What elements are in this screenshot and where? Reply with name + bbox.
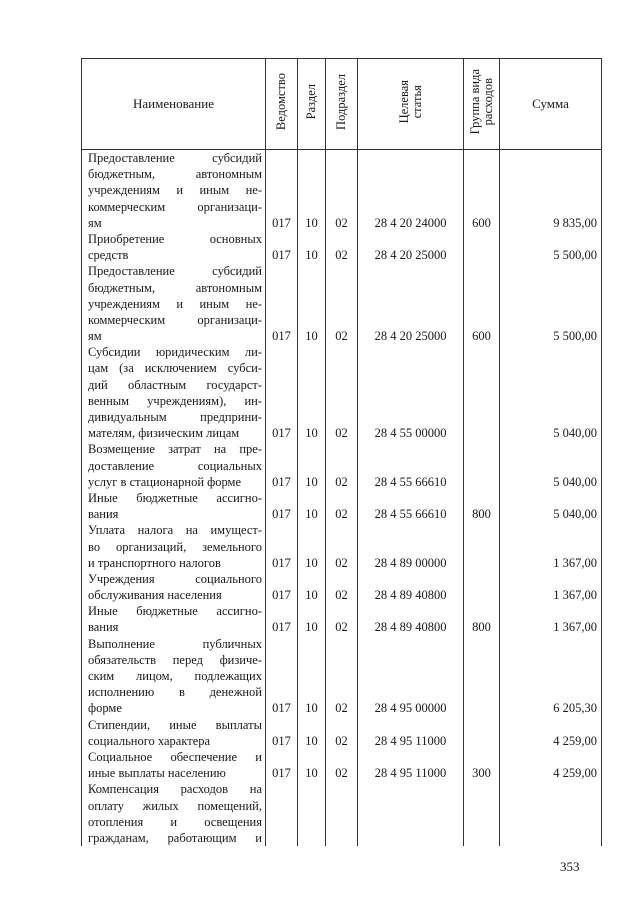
vedomstvo-cell: 017 [266,717,298,749]
gruppa-vida-cell [464,781,500,846]
table-row [82,571,602,603]
table-row [82,781,602,846]
vedomstvo-cell: 017 [266,344,298,441]
row-name-line: коммерческим организаци- [88,312,262,327]
table-row [82,441,602,490]
razdel-cell: 10 [298,344,326,441]
razdel-cell: 10 [298,603,326,635]
table-row [82,263,602,344]
row-name-cell [82,749,266,781]
summa-cell: 5 040,00 [500,344,602,441]
table-row [82,636,602,717]
vedomstvo-cell: 017 [266,231,298,263]
table-row [82,749,602,781]
podrazdel-cell: 02 [326,717,358,749]
vedomstvo-cell: 017 [266,603,298,635]
row-name-line: ям [88,329,102,344]
row-name-cell [82,636,266,717]
podrazdel-cell: 02 [326,344,358,441]
row-name-line: Предоставление субсидий [88,151,262,165]
table-row [82,603,602,635]
row-name-line: Стипендии, иные выплаты [88,717,262,732]
row-name-line: и транспортного налогов [88,555,221,570]
gruppa-vida-cell [464,636,500,717]
table-header-row [82,59,602,150]
row-name-line: Иные бюджетные ассигно- [88,490,262,505]
row-name-line: венным учреждениям), ин- [88,393,262,408]
razdel-cell: 10 [298,571,326,603]
row-name-line: исполнению в денежной [88,685,262,700]
podrazdel-cell: 02 [326,571,358,603]
tselevaya-statya-cell: 28 4 55 00000 [358,344,464,441]
row-name-line: социального характера [88,733,211,748]
gruppa-vida-cell [464,717,500,749]
row-name-line: услуг в стационарной форме [88,474,242,489]
row-name-line: вания [88,507,119,522]
row-name-line: учреждениям и иным не- [88,296,262,311]
row-name-line: Учреждения социального [88,571,262,586]
row-name-cell [82,150,266,231]
row-name-cell [82,571,266,603]
row-name-line: учреждениям и иным не- [88,183,262,198]
budget-table-sheet [81,58,601,846]
row-name-line: во организаций, земельного [88,539,262,554]
razdel-cell: 10 [298,441,326,490]
razdel-cell: 10 [298,150,326,231]
row-name-line: ским лицом, подлежащих [88,669,262,683]
vedomstvo-cell: 017 [266,571,298,603]
tselevaya-statya-cell: 28 4 89 00000 [358,522,464,571]
tselevaya-statya-cell: 28 4 95 11000 [358,717,464,749]
podrazdel-cell [326,781,358,846]
podrazdel-cell: 02 [326,522,358,571]
gruppa-vida-cell: 800 [464,490,500,522]
gruppa-vida-cell [464,522,500,571]
tselevaya-statya-cell: 28 4 20 25000 [358,231,464,263]
row-name-cell [82,717,266,749]
table-row [82,150,602,231]
row-name-line: Компенсация расходов на [88,782,262,797]
row-name-line: Иные бюджетные ассигно- [88,604,262,619]
row-name-line: средств [88,248,129,263]
vedomstvo-cell: 017 [266,150,298,231]
tselevaya-statya-cell: 28 4 55 66610 [358,490,464,522]
summa-cell: 5 040,00 [500,490,602,522]
row-name-cell [82,781,266,846]
row-name-line: ям [88,215,102,230]
row-name-line: Субсидии юридическим ли- [88,345,262,360]
summa-cell: 9 835,00 [500,150,602,231]
table-row [82,231,602,263]
row-name-line: доставление социальных [88,458,262,473]
razdel-cell [298,781,326,846]
summa-cell: 4 259,00 [500,749,602,781]
summa-cell: 5 500,00 [500,263,602,344]
row-name-line: отопления и освещения [88,814,262,829]
summa-cell [500,781,602,846]
row-name-line: цам (за исключением субси- [88,361,262,376]
razdel-cell: 10 [298,263,326,344]
podrazdel-cell: 02 [326,636,358,717]
row-name-line: Предоставление субсидий [88,264,262,279]
gruppa-vida-cell: 300 [464,749,500,781]
row-name-line: Возмещение затрат на пре- [88,442,262,457]
row-name-cell [82,441,266,490]
row-name-line: Социальное обеспечение и [88,749,262,764]
vedomstvo-cell [266,781,298,846]
summa-cell: 1 367,00 [500,603,602,635]
row-name-line: коммерческим организаци- [88,199,262,214]
row-name-line: гражданам, работающим и [88,830,262,845]
vedomstvo-cell: 017 [266,749,298,781]
gruppa-vida-cell [464,231,500,263]
header-summa: Сумма [500,59,602,150]
razdel-cell: 10 [298,490,326,522]
podrazdel-cell: 02 [326,150,358,231]
table-body [82,150,602,847]
row-name-cell [82,344,266,441]
summa-cell: 6 205,30 [500,636,602,717]
row-name-cell [82,522,266,571]
table-row [82,490,602,522]
row-name-cell [82,263,266,344]
row-name-line: оплату жилых помещений, [88,798,262,813]
vedomstvo-cell: 017 [266,263,298,344]
gruppa-vida-cell [464,344,500,441]
header-vedomstvo: Ведомство [266,59,298,150]
razdel-cell: 10 [298,749,326,781]
row-name-line: бюджетным, автономным [88,167,262,182]
tselevaya-statya-cell: 28 4 20 24000 [358,150,464,231]
header-tselevaya-statya: Целевая статья [358,59,464,150]
summa-cell: 5 040,00 [500,441,602,490]
razdel-cell: 10 [298,522,326,571]
summa-cell: 5 500,00 [500,231,602,263]
row-name-cell [82,231,266,263]
row-name-line: форме [88,701,122,716]
vedomstvo-cell: 017 [266,522,298,571]
row-name-line: Выполнение публичных [88,636,262,651]
razdel-cell: 10 [298,636,326,717]
tselevaya-statya-cell [358,781,464,846]
summa-cell: 1 367,00 [500,522,602,571]
row-name-line: иные выплаты населению [88,766,226,781]
podrazdel-cell: 02 [326,749,358,781]
header-name: Наименование [82,59,266,150]
row-name-line: Уплата налога на имущест- [88,523,262,538]
row-name-line: Приобретение основных [88,231,262,246]
tselevaya-statya-cell: 28 4 20 25000 [358,263,464,344]
podrazdel-cell: 02 [326,603,358,635]
gruppa-vida-cell [464,441,500,490]
vedomstvo-cell: 017 [266,636,298,717]
vedomstvo-cell: 017 [266,441,298,490]
razdel-cell: 10 [298,717,326,749]
header-gruppa-vida-rashodov: Группа вида расходов [464,59,500,150]
podrazdel-cell: 02 [326,263,358,344]
summa-cell: 1 367,00 [500,571,602,603]
summa-cell: 4 259,00 [500,717,602,749]
gruppa-vida-cell: 600 [464,263,500,344]
vedomstvo-cell: 017 [266,490,298,522]
tselevaya-statya-cell: 28 4 95 11000 [358,749,464,781]
table-row [82,717,602,749]
gruppa-vida-cell: 600 [464,150,500,231]
header-podrazdel: Подраздел [326,59,358,150]
row-name-line: вания [88,620,119,635]
page-number: 353 [560,859,580,874]
row-name-line: обслуживания населения [88,588,222,603]
row-name-line: мателям, физическим лицам [88,426,240,441]
header-razdel: Раздел [298,59,326,150]
tselevaya-statya-cell: 28 4 89 40800 [358,571,464,603]
tselevaya-statya-cell: 28 4 95 00000 [358,636,464,717]
budget-table [81,58,602,846]
row-name-line: бюджетным, автономным [88,280,262,295]
table-row [82,522,602,571]
gruppa-vida-cell: 800 [464,603,500,635]
podrazdel-cell: 02 [326,490,358,522]
razdel-cell: 10 [298,231,326,263]
tselevaya-statya-cell: 28 4 89 40800 [358,603,464,635]
table-row [82,344,602,441]
row-name-line: дий областным государст- [88,377,262,392]
row-name-cell [82,603,266,635]
tselevaya-statya-cell: 28 4 55 66610 [358,441,464,490]
row-name-line: обязательств перед физиче- [88,652,262,667]
podrazdel-cell: 02 [326,441,358,490]
row-name-line: дивидуальным предприни- [88,410,262,424]
podrazdel-cell: 02 [326,231,358,263]
row-name-cell [82,490,266,522]
gruppa-vida-cell [464,571,500,603]
